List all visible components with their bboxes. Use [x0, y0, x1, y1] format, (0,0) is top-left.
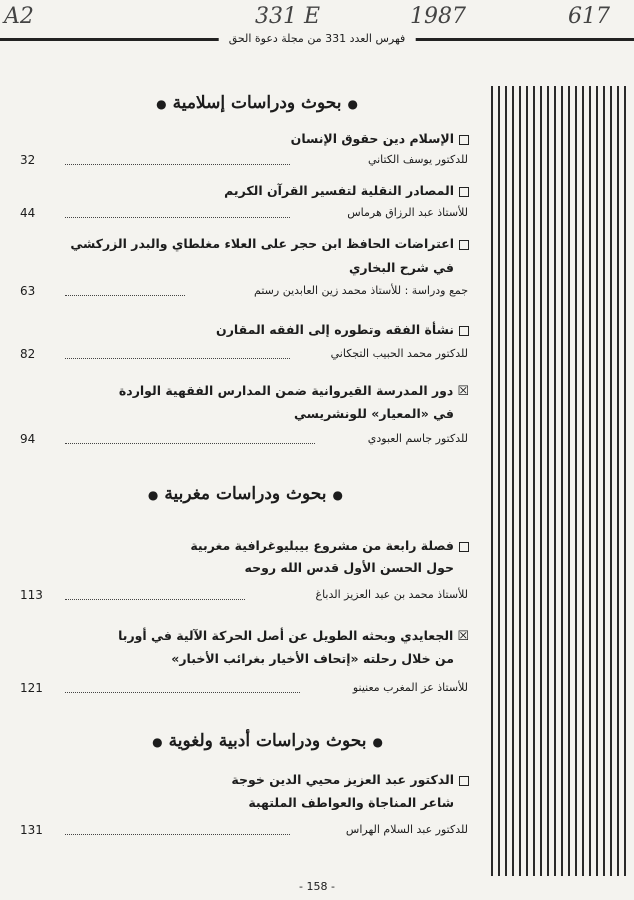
bullet-icon: ● — [152, 735, 163, 749]
header-title: فهرس العدد 331 من مجلة دعوة الحق — [219, 32, 416, 45]
entry-title-line2: في شرح البخاري — [348, 260, 454, 275]
entry-title: نشأة الفقه وتطوره إلى الفقه المقارن — [216, 324, 469, 337]
bullet-icon: ● — [332, 488, 343, 502]
checkbox-icon — [459, 187, 469, 197]
entry-title-line2: شاعر المناجاة والعواطف الملتهبة — [248, 795, 454, 810]
entry-author: للأستاذ عز المغرب معنينو — [352, 681, 468, 694]
entry-author: للأستاذ محمد بن عبد العزيز الدباغ — [315, 588, 468, 601]
dot-leader — [65, 834, 290, 835]
handwritten-note-c: 1987 — [410, 4, 466, 29]
page-number: 63 — [20, 284, 36, 298]
entry-title: اعتراضات الحافظ ابن حجر على العلاء مغلطاي والبدر الزركشي — [70, 238, 469, 251]
entry-title: الدكتور عبد العزيز محيي الدين خوجة — [231, 774, 469, 787]
page-footer-number: - 158 - — [299, 880, 335, 893]
entry-author-row — [20, 588, 468, 604]
entry-title-line2: حول الحسن الأول قدس الله روحه — [244, 560, 454, 575]
entry-title: ☒دور المدرسة القيروانية ضمن المدارس الفقهية الواردة — [118, 383, 469, 399]
page-number: 131 — [20, 823, 43, 837]
handwritten-note-b: 331 E — [255, 4, 321, 29]
entry-author-row — [20, 681, 468, 697]
entry-author-row — [20, 153, 468, 169]
page-number: 44 — [20, 206, 36, 220]
entry-author-row — [20, 206, 468, 222]
page-number: 32 — [20, 153, 36, 167]
checkbox-checked-icon: ☒ — [457, 384, 469, 399]
section-title: ●بحوث ودراسات مغربية● — [147, 484, 343, 504]
dot-leader — [65, 295, 185, 296]
entry-author: للدكتور جاسم العبودي — [367, 432, 468, 445]
checkbox-icon — [459, 240, 469, 250]
page-number: 82 — [20, 347, 36, 361]
entry-title: المصادر النقلية لتفسير القرآن الكريم — [224, 185, 469, 198]
entry-title: فصلة رابعة من مشروع بيبليوغرافية مغربية — [190, 540, 469, 553]
dot-leader — [65, 358, 290, 359]
entry-author: جمع ودراسة : للأستاذ محمد زين العابدين رستم — [254, 284, 468, 297]
checkbox-icon — [459, 135, 469, 145]
handwritten-note-a: A2 — [4, 4, 34, 29]
entry-author: للدكتور عبد السلام الهراس — [345, 823, 468, 836]
section-title: ●بحوث ودراسات أدبية ولغوية● — [152, 731, 383, 751]
checkbox-icon — [459, 542, 469, 552]
bullet-icon: ● — [147, 488, 159, 502]
entry-author-row — [20, 823, 468, 839]
page-number: 94 — [20, 432, 36, 446]
dot-leader — [65, 217, 290, 218]
entry-author: للدكتور محمد الحبيب التجكاني — [330, 347, 468, 360]
decorative-stripes — [491, 86, 627, 876]
bullet-icon: ● — [347, 97, 358, 111]
dot-leader — [65, 692, 300, 693]
checkbox-icon — [459, 326, 469, 336]
bullet-icon: ● — [372, 735, 383, 749]
dot-leader — [65, 164, 290, 165]
entry-author: للأستاذ عبد الرزاق هرماس — [347, 206, 468, 219]
page-number: 121 — [20, 681, 43, 695]
dot-leader — [65, 599, 245, 600]
dot-leader — [65, 443, 315, 444]
bullet-icon: ● — [156, 97, 167, 111]
entry-title: الإسلام دين حقوق الإنسان — [291, 133, 469, 146]
entry-title-line2: من خلال رحلته «إتحاف الأخيار بغرائب الأخبار» — [171, 651, 454, 666]
entry-author-row — [20, 347, 468, 363]
page-number: 113 — [20, 588, 43, 602]
entry-title: ☒الجعايدي وبحثه الطويل عن أصل الحركة الآلية في أوربا — [118, 628, 469, 644]
entry-author: للدكتور يوسف الكتاني — [367, 153, 468, 166]
entry-author-row — [20, 284, 468, 300]
handwritten-note-d: 617 — [568, 4, 610, 29]
checkbox-icon — [459, 776, 469, 786]
checkbox-checked-icon: ☒ — [457, 629, 469, 644]
section-title: ●بحوث ودراسات إسلامية● — [156, 93, 358, 113]
entry-title-line2: في «المعيار» للونشريسي — [294, 406, 454, 421]
entry-author-row — [20, 432, 468, 448]
